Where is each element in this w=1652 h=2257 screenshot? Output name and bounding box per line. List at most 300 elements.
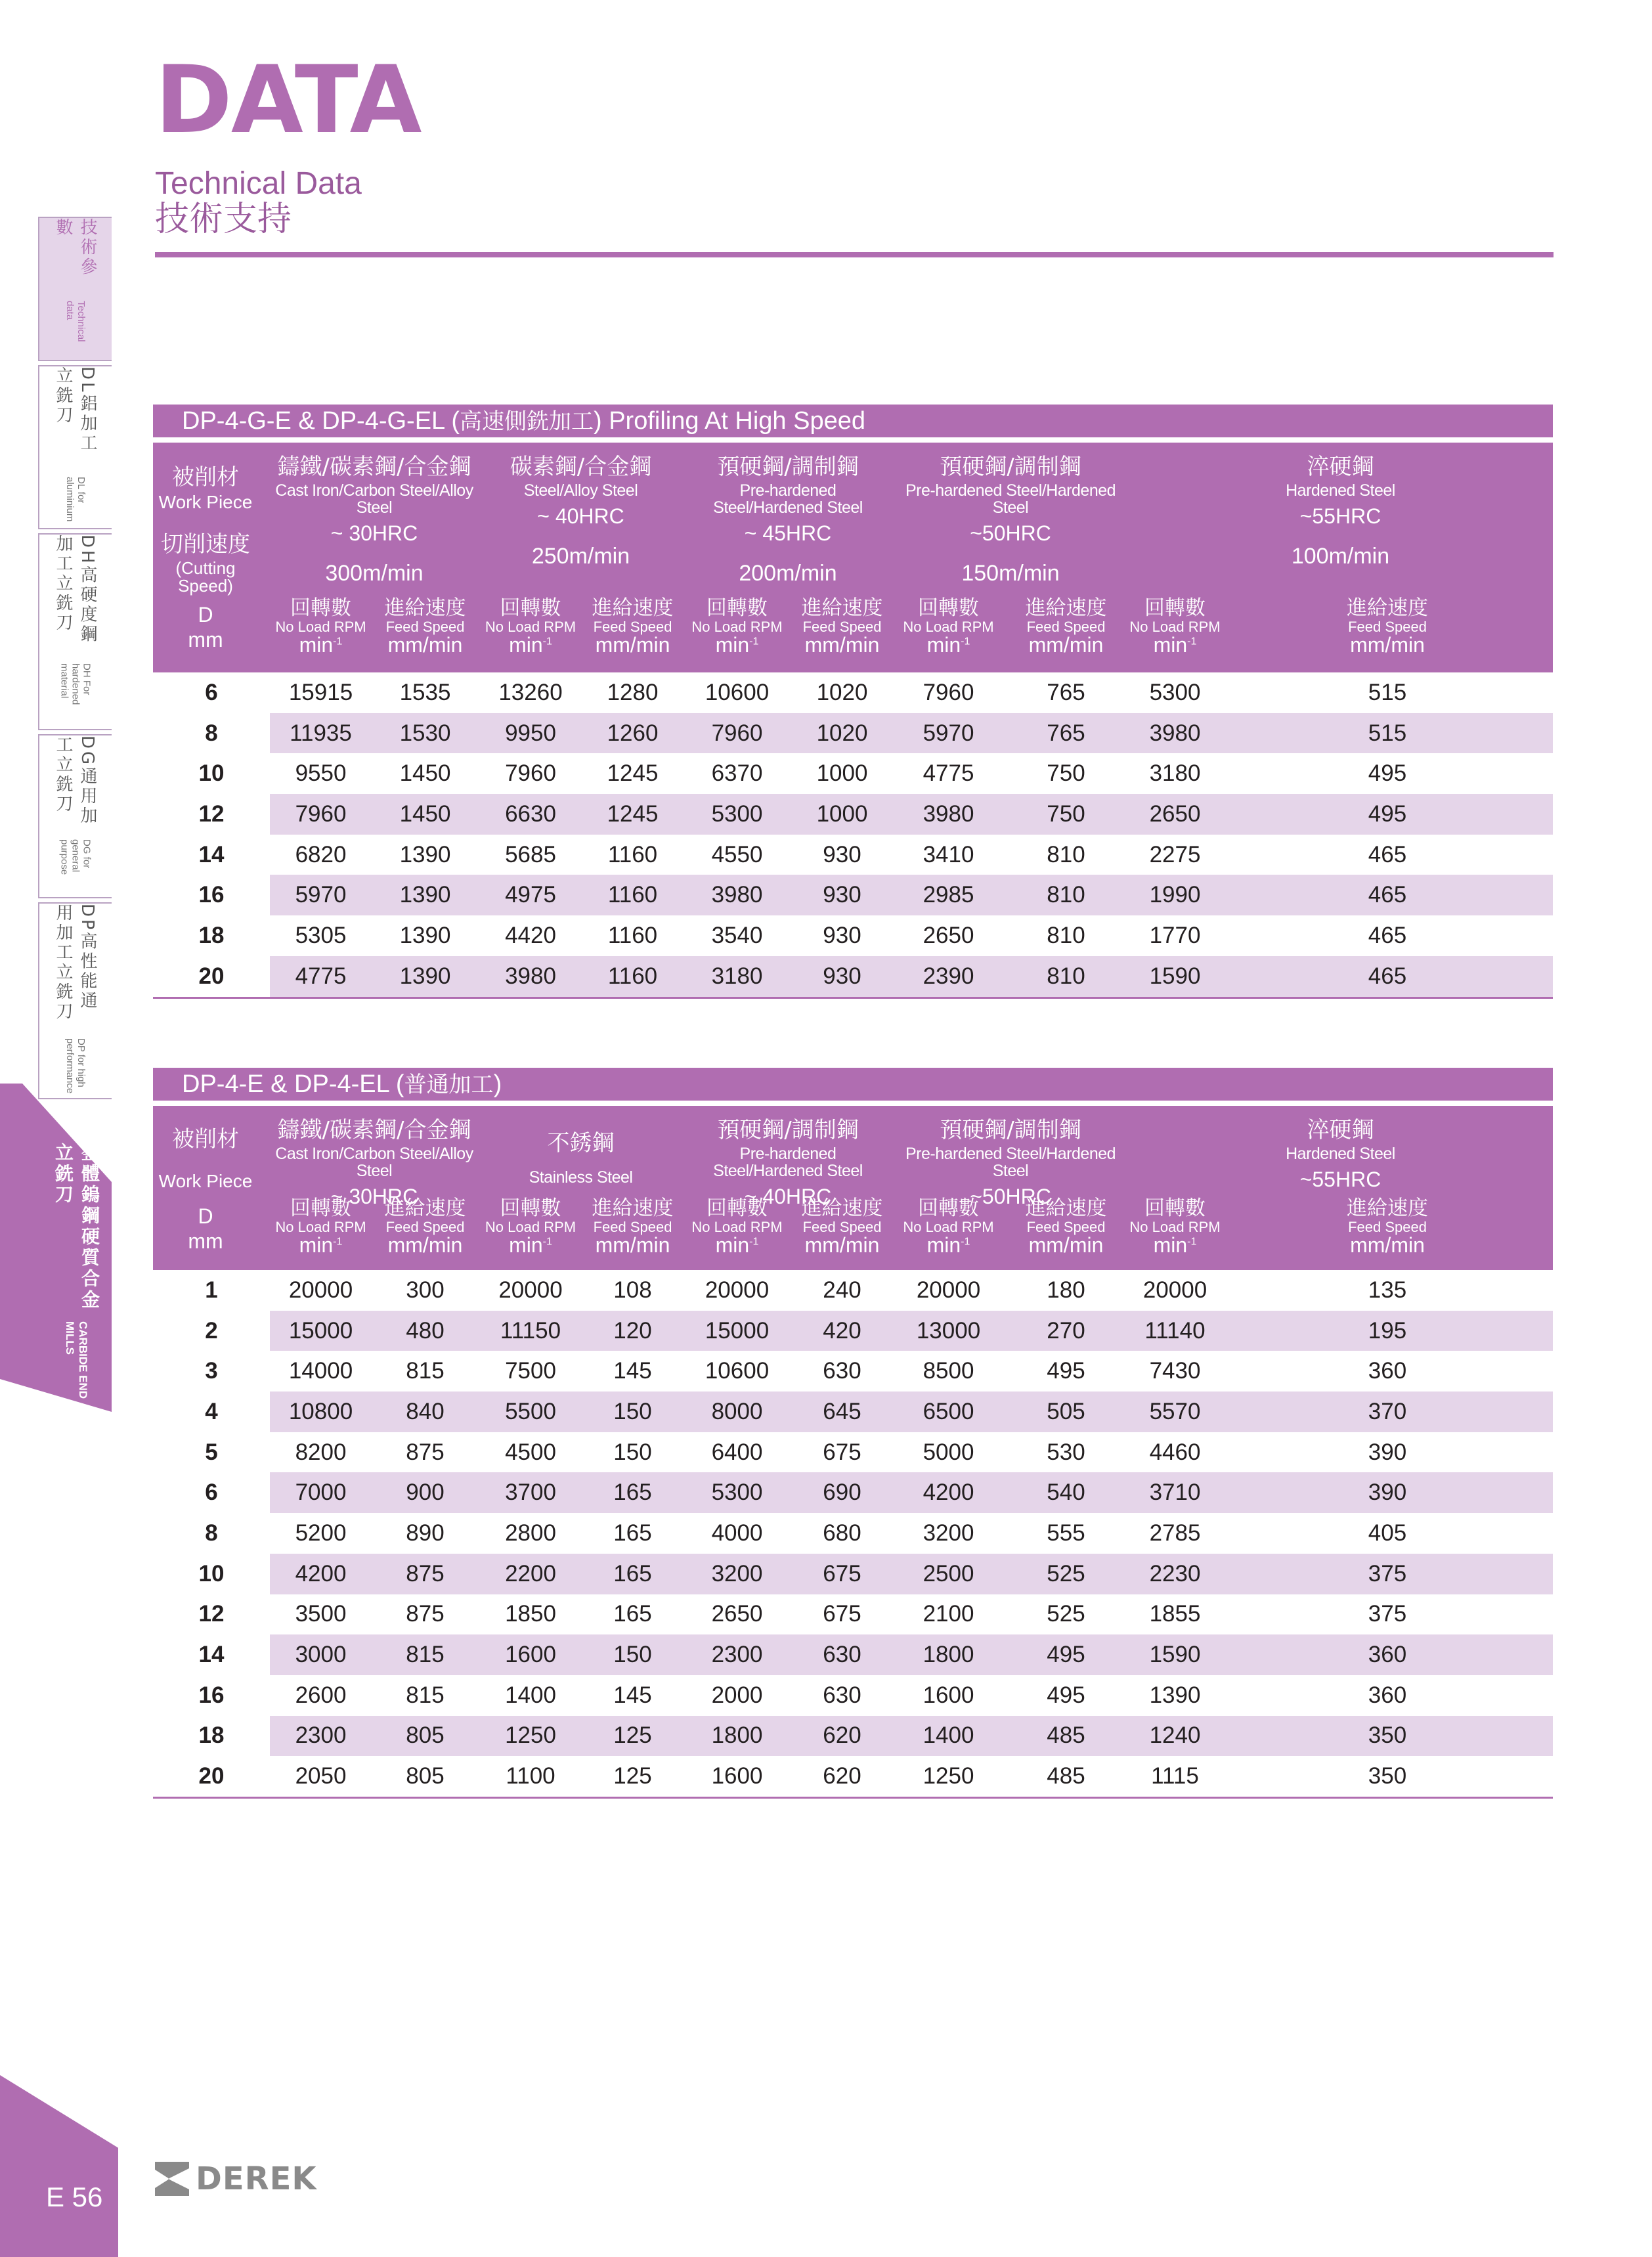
rpm-unit-text: min bbox=[299, 1233, 334, 1257]
feed-cell: 875 bbox=[406, 1560, 445, 1587]
cutting-speed-zh: 切削速度 bbox=[161, 531, 250, 558]
feed-unit: mm/min bbox=[595, 632, 670, 657]
rpm-cell: 4200 bbox=[923, 1479, 974, 1506]
feed-header bbox=[1004, 1198, 1128, 1256]
feed-header bbox=[372, 1198, 479, 1256]
material-header bbox=[270, 456, 479, 585]
rpm-unit bbox=[893, 634, 1004, 657]
feed-cell: 930 bbox=[823, 841, 861, 867]
rpm-cell: 1855 bbox=[1149, 1601, 1201, 1627]
feed-cell: 1160 bbox=[607, 841, 658, 867]
feed-cell: 525 bbox=[1047, 1560, 1085, 1587]
material-name-en: Pre-hardened Steel/Hardened Steel bbox=[713, 481, 863, 517]
table-header bbox=[153, 443, 1553, 672]
feed-cell: 675 bbox=[823, 1601, 861, 1627]
material-name-zh: 預硬鋼/調制鋼 bbox=[717, 1117, 859, 1143]
table-general-machining bbox=[153, 1068, 1553, 1799]
feed-cell: 300 bbox=[406, 1277, 445, 1303]
feed-cell: 420 bbox=[823, 1317, 861, 1344]
table-row bbox=[153, 1594, 1553, 1635]
feed-cell: 1245 bbox=[607, 800, 659, 827]
rpm-unit-text: min bbox=[509, 632, 543, 657]
feed-label-en: Feed Speed bbox=[593, 618, 672, 635]
tab-label-en: Technical data bbox=[64, 301, 87, 342]
rpm-cell: 2050 bbox=[295, 1763, 347, 1789]
feed-header bbox=[582, 1198, 683, 1256]
tab-technical-data[interactable] bbox=[38, 217, 112, 361]
feed-header bbox=[791, 1198, 893, 1256]
rpm-cell: 10600 bbox=[705, 679, 770, 705]
rpm-label-en: No Load RPM bbox=[275, 1218, 366, 1235]
rpm-cell: 7430 bbox=[1149, 1358, 1201, 1384]
diameter-d: D bbox=[198, 603, 213, 626]
feed-label-zh: 進給速度 bbox=[384, 1196, 466, 1220]
rpm-cell: 9950 bbox=[505, 720, 556, 746]
rpm-unit-exponent: -1 bbox=[961, 1235, 970, 1247]
rpm-cell: 5970 bbox=[295, 882, 347, 908]
material-header bbox=[479, 456, 683, 568]
material-name-zh: 鑄鐵/碳素鋼/合金鋼 bbox=[277, 1117, 471, 1143]
table-title-zh: 高速側銑加工 bbox=[459, 408, 594, 435]
feed-cell: 360 bbox=[1368, 1682, 1407, 1708]
feed-unit: mm/min bbox=[804, 632, 880, 657]
tab-dp[interactable] bbox=[38, 902, 112, 1099]
rpm-cell: 1100 bbox=[506, 1763, 555, 1789]
rpm-cell: 4460 bbox=[1149, 1439, 1201, 1465]
feed-cell: 875 bbox=[406, 1439, 445, 1465]
rpm-cell: 2230 bbox=[1149, 1560, 1201, 1587]
rpm-header bbox=[893, 1198, 1004, 1256]
feed-cell: 1535 bbox=[399, 679, 451, 705]
brand-name: DEREK bbox=[196, 2160, 317, 2197]
diameter-cell: 10 bbox=[198, 760, 225, 787]
rpm-unit-exponent: -1 bbox=[1187, 1235, 1197, 1247]
feed-cell: 485 bbox=[1047, 1722, 1085, 1749]
rpm-label-en: No Load RPM bbox=[903, 1218, 994, 1235]
feed-cell: 765 bbox=[1047, 679, 1085, 705]
feed-cell: 1000 bbox=[816, 760, 868, 787]
feed-cell: 375 bbox=[1368, 1560, 1407, 1587]
feed-cell: 1280 bbox=[607, 679, 659, 705]
derek-logo-icon bbox=[155, 2162, 189, 2196]
feed-cell: 195 bbox=[1368, 1317, 1407, 1344]
feed-cell: 515 bbox=[1368, 720, 1407, 746]
rpm-cell: 15000 bbox=[705, 1317, 770, 1344]
table-row bbox=[153, 1351, 1553, 1391]
rpm-cell: 13000 bbox=[916, 1317, 981, 1344]
rpm-cell: 1590 bbox=[1149, 963, 1201, 989]
feed-header bbox=[1004, 598, 1128, 656]
feed-label-en: Feed Speed bbox=[593, 1218, 672, 1235]
material-name-en: Stainless Steel bbox=[529, 1168, 633, 1187]
rpm-cell: 2100 bbox=[923, 1601, 974, 1627]
rpm-label-zh: 回轉數 bbox=[706, 596, 768, 620]
feed-cell: 165 bbox=[613, 1479, 652, 1506]
feed-cell: 465 bbox=[1368, 882, 1407, 908]
rpm-cell: 1600 bbox=[505, 1642, 556, 1668]
diameter-cell: 5 bbox=[205, 1439, 218, 1465]
feed-label-en: Feed Speed bbox=[1026, 618, 1106, 635]
material-name-zh: 淬硬鋼 bbox=[1307, 1117, 1374, 1143]
feed-cell: 930 bbox=[823, 963, 861, 989]
rpm-label-en: No Load RPM bbox=[903, 618, 994, 635]
rpm-cell: 7960 bbox=[711, 720, 763, 746]
rpm-cell: 5300 bbox=[1149, 679, 1201, 705]
feed-cell: 165 bbox=[613, 1601, 652, 1627]
rpm-header bbox=[893, 598, 1004, 656]
tab-dg[interactable] bbox=[38, 734, 112, 898]
rpm-cell: 3980 bbox=[505, 963, 556, 989]
feed-cell: 108 bbox=[613, 1277, 652, 1303]
workpiece-label bbox=[153, 466, 258, 512]
rpm-label-zh: 回轉數 bbox=[706, 1196, 768, 1220]
table-row bbox=[153, 1675, 1553, 1716]
rpm-label-zh: 回轉數 bbox=[500, 1196, 561, 1220]
rpm-cell: 2200 bbox=[505, 1560, 556, 1587]
rpm-cell: 6500 bbox=[923, 1398, 974, 1424]
rpm-cell: 3180 bbox=[711, 963, 763, 989]
material-name-zh: 淬硬鋼 bbox=[1307, 454, 1374, 480]
rpm-cell: 1115 bbox=[1151, 1763, 1199, 1789]
feed-header bbox=[791, 598, 893, 656]
subtitle-zh: 技術支持 bbox=[155, 200, 292, 239]
rpm-unit bbox=[270, 1235, 372, 1257]
feed-unit: mm/min bbox=[387, 1233, 463, 1257]
feed-label-en: Feed Speed bbox=[802, 1218, 882, 1235]
diameter-cell: 1 bbox=[205, 1277, 218, 1303]
rpm-cell: 10800 bbox=[288, 1398, 353, 1424]
feed-label-zh: 進給速度 bbox=[1025, 596, 1107, 620]
rpm-cell: 5970 bbox=[923, 720, 974, 746]
material-name-en: Steel/Alloy Steel bbox=[523, 481, 638, 500]
rpm-label-zh: 回轉數 bbox=[500, 596, 561, 620]
feed-cell: 1450 bbox=[399, 760, 451, 787]
feed-cell: 930 bbox=[823, 882, 861, 908]
workpiece-en: Work Piece bbox=[158, 1170, 253, 1191]
feed-label-zh: 進給速度 bbox=[801, 1196, 883, 1220]
rpm-cell: 3410 bbox=[923, 841, 974, 867]
hardness-range: ~55HRC bbox=[1299, 504, 1381, 528]
diameter-cell: 10 bbox=[198, 1560, 225, 1587]
feed-cell: 675 bbox=[823, 1439, 861, 1465]
rpm-unit bbox=[270, 634, 372, 657]
feed-cell: 240 bbox=[823, 1277, 861, 1303]
rpm-cell: 8000 bbox=[711, 1398, 763, 1424]
rpm-cell: 5570 bbox=[1149, 1398, 1201, 1424]
feed-cell: 150 bbox=[613, 1642, 652, 1668]
diameter-cell: 2 bbox=[205, 1317, 218, 1344]
table-header bbox=[153, 1106, 1553, 1270]
diameter-d: D bbox=[198, 1204, 213, 1228]
table-bottom-rule bbox=[153, 1797, 1553, 1799]
feed-cell: 530 bbox=[1047, 1439, 1085, 1465]
table-title-en: ) Profiling At High Speed bbox=[593, 407, 865, 435]
feed-cell: 1530 bbox=[399, 720, 451, 746]
feed-header bbox=[1222, 1198, 1553, 1256]
feed-label-zh: 進給速度 bbox=[592, 1196, 674, 1220]
table-row bbox=[153, 713, 1553, 754]
feed-label-en: Feed Speed bbox=[385, 1218, 465, 1235]
rpm-unit bbox=[893, 1235, 1004, 1257]
rpm-cell: 3980 bbox=[711, 882, 763, 908]
feed-cell: 750 bbox=[1047, 760, 1085, 787]
tab-label-zh: DL鋁加工立銑刀 bbox=[53, 366, 97, 454]
tab-dh[interactable] bbox=[38, 533, 112, 730]
rpm-label-zh: 回轉數 bbox=[290, 596, 351, 620]
rpm-cell: 5200 bbox=[295, 1520, 347, 1546]
feed-cell: 495 bbox=[1368, 800, 1407, 827]
feed-label-en: Feed Speed bbox=[385, 618, 465, 635]
rpm-header bbox=[270, 598, 372, 656]
feed-cell: 810 bbox=[1047, 963, 1085, 989]
feed-cell: 375 bbox=[1368, 1601, 1407, 1627]
rpm-cell: 7960 bbox=[295, 800, 347, 827]
diameter-cell: 12 bbox=[198, 800, 225, 827]
table-row bbox=[153, 672, 1553, 713]
cutting-speed-value: 300m/min bbox=[325, 560, 424, 586]
cutting-speed-label bbox=[153, 533, 258, 595]
rpm-cell: 5000 bbox=[923, 1439, 974, 1465]
feed-cell: 815 bbox=[406, 1682, 445, 1708]
rpm-label-en: No Load RPM bbox=[485, 618, 576, 635]
rpm-cell: 1590 bbox=[1149, 1642, 1201, 1668]
feed-cell: 270 bbox=[1047, 1317, 1085, 1344]
rpm-header bbox=[270, 1198, 372, 1256]
cutting-speed-value: 200m/min bbox=[739, 560, 837, 586]
hardness-range: ~ 40HRC bbox=[744, 1185, 832, 1209]
workpiece-zh: 被削材 bbox=[172, 1126, 239, 1152]
rpm-cell: 4200 bbox=[295, 1560, 347, 1587]
feed-cell: 1390 bbox=[399, 882, 451, 908]
rpm-cell: 2985 bbox=[923, 882, 974, 908]
feed-label-zh: 進給速度 bbox=[801, 596, 883, 620]
table-row bbox=[153, 1554, 1553, 1594]
rpm-unit-exponent: -1 bbox=[961, 635, 970, 647]
rpm-cell: 2275 bbox=[1149, 841, 1201, 867]
feed-unit: mm/min bbox=[1028, 1233, 1104, 1257]
rpm-cell: 3200 bbox=[923, 1520, 974, 1546]
rpm-label-zh: 回轉數 bbox=[918, 1196, 979, 1220]
rpm-cell: 2300 bbox=[295, 1722, 347, 1749]
table-row bbox=[153, 1716, 1553, 1757]
material-name-zh: 鑄鐵/碳素鋼/合金鋼 bbox=[277, 454, 471, 480]
rpm-header bbox=[683, 1198, 791, 1256]
rpm-cell: 6370 bbox=[711, 760, 763, 787]
feed-cell: 930 bbox=[823, 922, 861, 948]
rpm-cell: 20000 bbox=[916, 1277, 981, 1303]
diameter-unit: mm bbox=[188, 627, 223, 651]
table-title-en: ) bbox=[493, 1070, 502, 1098]
feed-cell: 1450 bbox=[399, 800, 451, 827]
rpm-unit-exponent: -1 bbox=[333, 1235, 343, 1247]
feed-cell: 810 bbox=[1047, 841, 1085, 867]
rpm-cell: 11150 bbox=[500, 1317, 561, 1344]
diameter-header bbox=[153, 604, 258, 651]
cutting-speed-value: 100m/min bbox=[1291, 543, 1390, 569]
feed-cell: 620 bbox=[823, 1722, 861, 1749]
feed-label-en: Feed Speed bbox=[1348, 1218, 1427, 1235]
feed-cell: 135 bbox=[1368, 1277, 1407, 1303]
feed-cell: 360 bbox=[1368, 1642, 1407, 1668]
feed-cell: 680 bbox=[823, 1520, 861, 1546]
hardness-range: ~ 40HRC bbox=[537, 504, 624, 528]
rpm-cell: 15000 bbox=[288, 1317, 353, 1344]
table-title-en: DP-4-G-E & DP-4-G-EL ( bbox=[182, 407, 460, 435]
rpm-cell: 1250 bbox=[923, 1763, 974, 1789]
hardness-range: ~ 30HRC bbox=[330, 1185, 418, 1209]
rpm-unit-text: min bbox=[926, 632, 961, 657]
rpm-cell: 2650 bbox=[923, 922, 974, 948]
rpm-label-zh: 回轉數 bbox=[1144, 596, 1206, 620]
feed-unit: mm/min bbox=[1028, 632, 1104, 657]
feed-unit: mm/min bbox=[1350, 1233, 1425, 1257]
table-body bbox=[153, 1270, 1553, 1797]
material-header bbox=[683, 456, 893, 585]
material-name-zh: 碳素鋼/合金鋼 bbox=[510, 454, 652, 480]
rpm-cell: 1990 bbox=[1149, 882, 1201, 908]
rpm-unit-text: min bbox=[299, 632, 334, 657]
cutting-speed-value: 250m/min bbox=[531, 543, 630, 569]
feed-cell: 555 bbox=[1047, 1520, 1085, 1546]
feed-cell: 120 bbox=[613, 1317, 652, 1344]
feed-cell: 125 bbox=[613, 1722, 652, 1749]
rpm-label-zh: 回轉數 bbox=[1144, 1196, 1206, 1220]
feed-cell: 465 bbox=[1368, 963, 1407, 989]
rpm-cell: 1400 bbox=[505, 1682, 556, 1708]
table-row bbox=[153, 794, 1553, 835]
rpm-cell: 1600 bbox=[711, 1763, 763, 1789]
feed-cell: 1000 bbox=[816, 800, 868, 827]
feed-cell: 630 bbox=[823, 1358, 861, 1384]
rpm-cell: 11140 bbox=[1144, 1317, 1206, 1344]
feed-cell: 1020 bbox=[816, 679, 868, 705]
rpm-cell: 1800 bbox=[711, 1722, 763, 1749]
rpm-label-en: No Load RPM bbox=[485, 1218, 576, 1235]
feed-cell: 875 bbox=[406, 1601, 445, 1627]
feed-header bbox=[1222, 598, 1553, 656]
table-row bbox=[153, 1756, 1553, 1797]
material-header bbox=[479, 1119, 683, 1193]
feed-unit: mm/min bbox=[804, 1233, 880, 1257]
rpm-cell: 1850 bbox=[505, 1601, 556, 1627]
workpiece-en: Work Piece bbox=[158, 491, 253, 512]
feed-cell: 485 bbox=[1047, 1763, 1085, 1789]
rpm-cell: 7960 bbox=[505, 760, 556, 787]
feed-cell: 150 bbox=[613, 1398, 652, 1424]
material-header bbox=[270, 1119, 479, 1208]
rpm-label-zh: 回轉數 bbox=[918, 596, 979, 620]
material-name-zh: 預硬鋼/調制鋼 bbox=[717, 454, 859, 480]
rpm-cell: 14000 bbox=[288, 1358, 353, 1384]
feed-cell: 350 bbox=[1368, 1722, 1407, 1749]
rpm-cell: 2300 bbox=[711, 1642, 763, 1668]
feed-cell: 145 bbox=[613, 1682, 652, 1708]
diameter-cell: 8 bbox=[205, 1520, 218, 1546]
rpm-label-en: No Load RPM bbox=[275, 618, 366, 635]
feed-header bbox=[372, 598, 479, 656]
rpm-unit-exponent: -1 bbox=[333, 635, 343, 647]
tab-active-label bbox=[39, 1143, 113, 1405]
rpm-unit bbox=[683, 1235, 791, 1257]
diameter-cell: 3 bbox=[205, 1358, 218, 1384]
feed-unit: mm/min bbox=[595, 1233, 670, 1257]
rpm-header bbox=[1128, 1198, 1222, 1256]
diameter-cell: 6 bbox=[205, 679, 218, 705]
rpm-cell: 2785 bbox=[1149, 1520, 1201, 1546]
material-header bbox=[893, 456, 1128, 585]
rpm-cell: 20000 bbox=[288, 1277, 353, 1303]
page-title: DATA bbox=[155, 46, 421, 154]
rpm-cell: 5685 bbox=[505, 841, 556, 867]
feed-cell: 1160 bbox=[607, 963, 658, 989]
cutting-speed-value: 150m/min bbox=[961, 560, 1060, 586]
tab-dl[interactable] bbox=[38, 365, 112, 529]
rpm-cell: 4975 bbox=[505, 882, 556, 908]
feed-cell: 495 bbox=[1368, 760, 1407, 787]
diameter-unit: mm bbox=[188, 1229, 223, 1253]
workpiece-zh: 被削材 bbox=[172, 464, 239, 491]
table-body bbox=[153, 672, 1553, 997]
rpm-unit bbox=[479, 634, 582, 657]
workpiece-label bbox=[153, 1128, 258, 1191]
rpm-cell: 3980 bbox=[923, 800, 974, 827]
title-rule bbox=[155, 252, 1554, 257]
feed-cell: 805 bbox=[406, 1763, 445, 1789]
rpm-unit-exponent: -1 bbox=[749, 1235, 759, 1247]
feed-cell: 1390 bbox=[399, 841, 451, 867]
rpm-unit bbox=[479, 1235, 582, 1257]
table-profiling-high-speed bbox=[153, 405, 1553, 999]
rpm-cell: 7000 bbox=[295, 1479, 347, 1506]
feed-cell: 390 bbox=[1368, 1439, 1407, 1465]
tab-label-zh: 技術參數 bbox=[53, 218, 97, 277]
rpm-cell: 3000 bbox=[295, 1642, 347, 1668]
feed-cell: 540 bbox=[1047, 1479, 1085, 1506]
rpm-cell: 3710 bbox=[1149, 1479, 1201, 1506]
material-name-en: Pre-hardened Steel/Hardened Steel bbox=[905, 481, 1116, 517]
hardness-range: ~50HRC bbox=[970, 1185, 1051, 1209]
rpm-header bbox=[479, 598, 582, 656]
table-row bbox=[153, 1513, 1553, 1554]
table-row bbox=[153, 753, 1553, 794]
feed-unit: mm/min bbox=[1350, 632, 1425, 657]
rpm-unit-exponent: -1 bbox=[749, 635, 759, 647]
feed-cell: 630 bbox=[823, 1642, 861, 1668]
rpm-header bbox=[683, 598, 791, 656]
feed-label-zh: 進給速度 bbox=[1025, 1196, 1107, 1220]
rpm-unit bbox=[683, 634, 791, 657]
table-row bbox=[153, 1391, 1553, 1432]
feed-cell: 1245 bbox=[607, 760, 659, 787]
diameter-cell: 8 bbox=[205, 720, 218, 746]
diameter-cell: 14 bbox=[198, 1642, 225, 1668]
rpm-unit-exponent: -1 bbox=[542, 1235, 552, 1247]
feed-cell: 525 bbox=[1047, 1601, 1085, 1627]
rpm-label-en: No Load RPM bbox=[691, 1218, 783, 1235]
feed-cell: 840 bbox=[406, 1398, 445, 1424]
rpm-cell: 8200 bbox=[295, 1439, 347, 1465]
rpm-label-en: No Load RPM bbox=[691, 618, 783, 635]
page-number: E 56 bbox=[46, 2181, 103, 2212]
rpm-cell: 4500 bbox=[505, 1439, 556, 1465]
rpm-header bbox=[1128, 598, 1222, 656]
tab-label-en: DP for high performance bbox=[64, 1038, 87, 1094]
tab-label-en: DL for aluminium bbox=[64, 476, 87, 522]
rpm-unit-text: min bbox=[1153, 1233, 1188, 1257]
material-name-en: Pre-hardened Steel/Hardened Steel bbox=[713, 1144, 863, 1180]
feed-cell: 1260 bbox=[607, 720, 659, 746]
feed-cell: 765 bbox=[1047, 720, 1085, 746]
